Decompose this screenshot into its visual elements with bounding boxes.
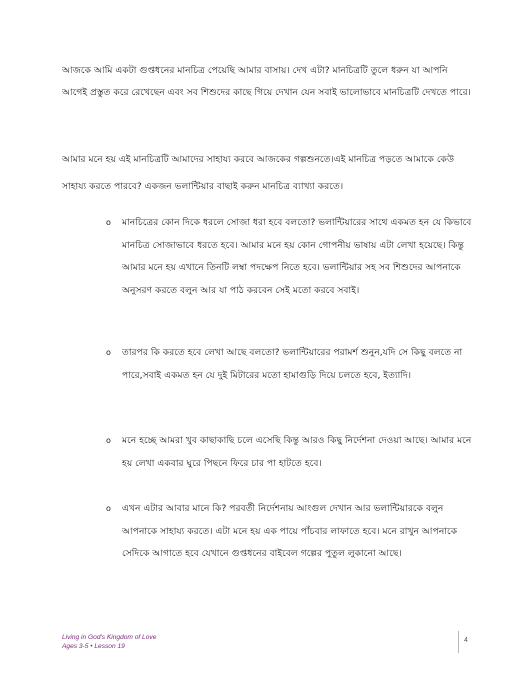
footer-subtitle: Ages 3-5 • Lesson 19 bbox=[62, 643, 125, 650]
intro-paragraph: আজকে আমি একটা গুপ্তধনের মানচিত্র পেয়েছি আমার বাসায়। দেখ এটা? মানচিত্রটি তুলে ধরুন যা আপনি আগেই প্রস্তুত করে রেখেছেন এবং সব শিশুদের কাছে গিয়ে দেখান যেন সবাই ভালোভাবে মানচিত্রটি দেখতে পারে। bbox=[62, 65, 471, 98]
volunteer-paragraph: আমার মনে হয় এই মানচিত্রটি আমাদের সাহায্য করবে আজকের গল্পশুনতে।এই মানচিত্র পড়তে আমাকে কেউ সাহায্য করতে পারবে? একজন ভলান্টিয়ার বাছাই করুন মানচিত্র ব্যাখ্যা করতে। bbox=[62, 154, 455, 192]
list-item-text: তারপর কি করতে হবে লেখা আছে বলতো? ভলান্টিয়ারের পরামর্শ শুনুন,যদি সে কিছু বলতে না পারে,সবাই একমত হন যে দুই মিটারের মতো হামাগুড়ি দিয়ে চলতে হবে, ইত্যাদি। bbox=[122, 347, 463, 381]
bullet-circle-icon: o bbox=[106, 436, 111, 445]
list-item bbox=[102, 342, 474, 387]
footer-title: Living in God's Kingdom of Love bbox=[62, 634, 157, 641]
list-item bbox=[102, 212, 474, 302]
list-item-text: এখন এটার আবার মানে কি? পরবর্তী নির্দেশনায় আংগুল দেখান আর ভলান্টিয়ারকে বলুন আপনাকে সাহায্য করতে। এটা মনে হয় এক পায়ে পাঁচবার লাফাতে হবে। মনে রাখুন আপনাকে সেদিকে আগাতে হবে যেখানে গুপ্তধনের বাইবেল গল্পের পুতুল লুকানো আছে। bbox=[122, 503, 458, 559]
list-item-text: মনে হচ্ছে আমরা খুব কাছাকাছি চলে এসেছি কিন্তু আরও কিছু নির্দেশনা দেওয়া আছে। আমার মনে হয় লেখা একবার ঘুরে পিছনে ফিরে চার পা হাটতে হবে। bbox=[122, 435, 472, 469]
bullet-circle-icon: o bbox=[106, 504, 111, 513]
bullet-circle-icon: o bbox=[106, 218, 111, 227]
list-item bbox=[102, 498, 474, 566]
footer-divider bbox=[458, 631, 459, 653]
footer bbox=[62, 633, 156, 651]
page-number: 4 bbox=[464, 637, 468, 644]
bullet-circle-icon: o bbox=[106, 348, 111, 357]
list-item bbox=[102, 430, 474, 475]
list-item-text: মানচিত্রের কোন দিকে ধরলে সোজা ধরা হবে বলতো? ভলান্টিয়ারের সাথে একমত হন যে কিভাবে মানচিত্র সোজাভাবে ধরতে হবে। আমার মনে হয় কোন গোপনীয় ভাষায় এটা লেখা হয়েছে। কিন্তু আমার মনে হয় এখানে তিনটি লম্বা পদক্ষেপ নিতে হবে। ভলান্টিয়ার সহ সব শিশুদের আপনাকে অনুসরণ করতে বলুন আর যা পাঠ করবেন সেই মতো করবে সবাই। bbox=[122, 217, 472, 296]
